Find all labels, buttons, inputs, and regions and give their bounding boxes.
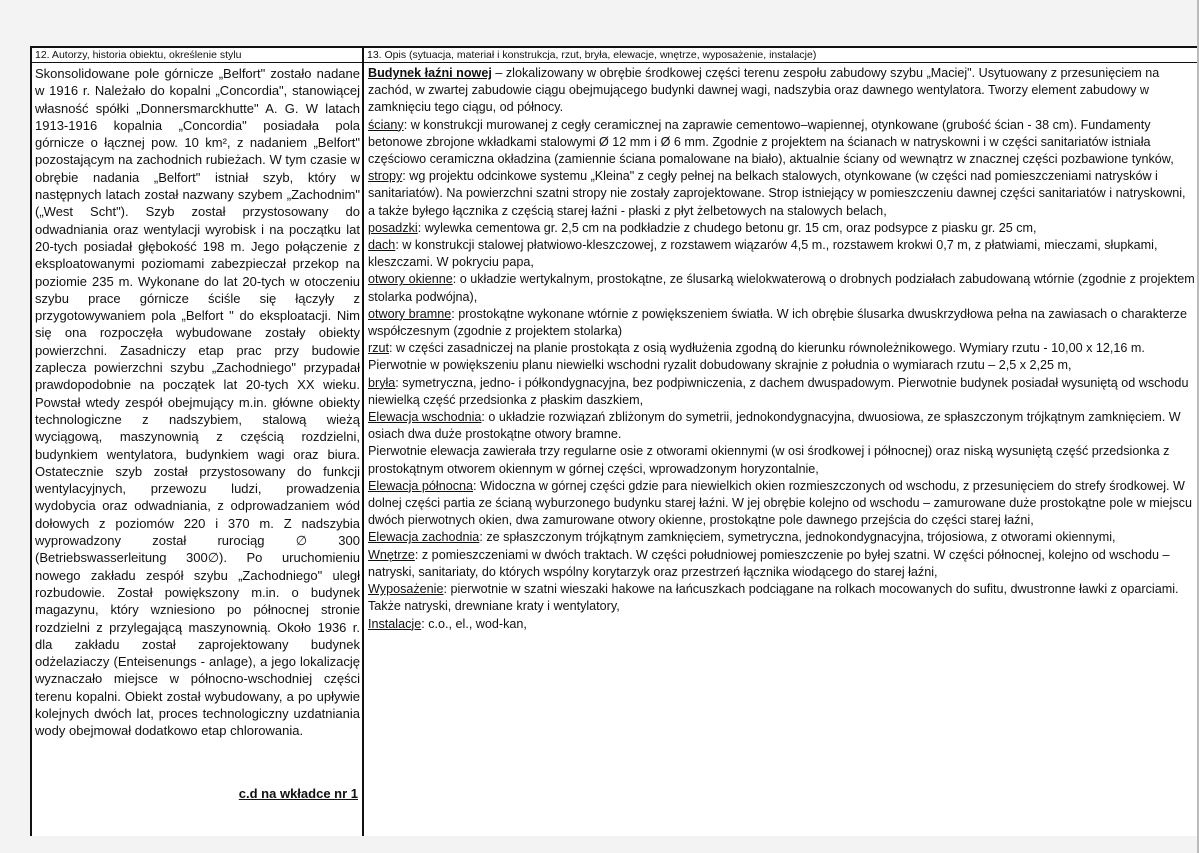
paragraph-windows <box>368 271 1196 305</box>
paragraph-text: : pierwotnie w szatni wieszaki hakowe na łańcuszkach podciągane na rolkach mocowanych do sufitu, dwustronne ławki z oparciami. Także natryski, drewniane kraty i wentylatory, <box>368 582 1179 614</box>
paragraph-text: : prostokątne wykonane wtórnie z powiększeniem światła. W ich obrębie ślusarka dwuskrzydłowa pełna na zawiasach o charakterze współczesnym (zgodnie z projektem stolarka) <box>368 306 1187 339</box>
paragraph-text: : w części zasadniczej na planie prostokąta z osią wydłużenia zgodną do kierunku równoleżnikowego. Wymiary rzutu - 10,00 x 12,16 m. Pierwotnie w powiększeniu planu niewielki wschodni ryzalit dobudowany skrajnie z południa o wymiarach rzutu – 2,5 x 2,25 m, <box>368 341 1145 373</box>
paragraph-label: ściany <box>368 117 404 132</box>
continuation-note: c.d na wkładce nr 1 <box>238 786 358 801</box>
paragraph-ceilings <box>368 168 1196 220</box>
paragraph-plan <box>368 340 1196 374</box>
history-column <box>32 48 364 836</box>
paragraph-label: rzut <box>368 341 389 356</box>
paragraph-west-elevation <box>368 529 1196 546</box>
paragraph-interior <box>368 547 1196 581</box>
paragraph-label: otwory okienne <box>368 272 453 287</box>
paragraph-equipment <box>368 581 1196 615</box>
paragraph-label: dach <box>368 238 396 253</box>
document-page <box>30 46 1198 836</box>
paragraph-label: otwory bramne <box>368 306 452 321</box>
paragraph-original-elevation <box>368 443 1196 477</box>
paragraph-installations <box>368 616 1196 633</box>
paragraph-label: Wnętrze <box>368 547 415 562</box>
paragraph-label: Budynek łaźni nowej <box>368 66 492 80</box>
paragraph-text: : o układzie wertykalnym, prostokątne, ze ślusarką wielokwaterową o drobnych podziałach zabudowaną wtórnie (zgodnie z projektem stolarka podwójna), <box>368 272 1195 304</box>
paragraph-text: Pierwotnie elewacja zawierała trzy regularne osie z otworami okiennymi (w osi środkowej i północnej) oraz niską wysuniętą część przedsionka z prostokątnym otworem okiennym w górnej części, wprowadzonym horyzontalnie, <box>368 444 1170 476</box>
paragraph-text: : Widoczna w górnej części gdzie para niewielkich okien rozmieszczonych od wschodu, z przesunięciem do strefy środkowej. W dolnej części partia ze ścianą wyburzonego budynku starej łaźni. W jej obrębie kolejno od wschodu – zamurowane duże prostokątne pole w miejscu dwóch pierwotnych okien, dwa zamurowane otwory okienne, prostokątne pole dawnego przejścia do części starej łaźni, <box>368 478 1192 528</box>
paragraph-walls <box>368 117 1196 169</box>
description-text <box>364 63 1199 633</box>
paragraph-text: – zlokalizowany w obrębie środkowej części terenu zespołu zabudowy szybu „Maciej". Usytuowany z przesunięciem na zachód, w zwartej zabudowie ciągu obejmującego budynki dawnej wagi, nadszybia oraz dawnego wentylatora. Tworzy element zabudowy w zamknięciu tego ciągu, od północy. <box>368 66 1160 115</box>
paragraph-label: posadzki <box>368 220 418 235</box>
paragraph-roof <box>368 237 1196 271</box>
paragraph-text: : ze spłaszczonym trójkątnym zamknięciem, symetryczna, jednokondygnacyjna, trójosiowa, z otworami okiennymi, <box>479 530 1116 545</box>
paragraph-text: : z pomieszczeniami w dwóch traktach. W części południowej pomieszczenie po byłej szatni. W części północnej, kolejno od wschodu – natryski, sanitariaty, do których wspólny korytarzyk oraz przestrzeń łącznika wiodącego do starej łaźni, <box>368 547 1170 579</box>
paragraph-building <box>368 65 1196 117</box>
paragraph-text: : wg projektu odcinkowe systemu „Kleina" z cegły pełnej na belkach stalowych, otynkowane (w części nad pomieszczeniami natrysków i sanitariatów). Na powierzchni szatni stropy nie zostały zaprojektowane. Strop istniejący w pomieszczeniu dawnej części sanitariatów i natryskowni, a także byłego łącznika z częścią starej łaźni - płaski z płyt żelbetowych na stalowych belach, <box>368 169 1186 218</box>
paragraph-label: Elewacja zachodnia <box>368 530 480 545</box>
paragraph-label: Wyposażenie <box>368 582 444 597</box>
description-column <box>364 48 1199 836</box>
paragraph-label: bryła <box>368 375 396 390</box>
paragraph-massing <box>368 375 1196 409</box>
paragraph-text: : w konstrukcji murowanej z cegły ceramicznej na zaprawie cementowo–wapiennej, otynkowane (grubość ścian - 38 cm). Fundamenty betonowe zbrojone wkładkami stalowymi Ø 12 mm i Ø 6 mm. Zgodnie z projektem na ścianach w natryskowni i w części sanitariatów istniała częściowo ceramiczna okładzina (zamiennie ściana pomalowane na biało), aktualnie ściany od wewnątrz w znacznej części pozbawione tynków, <box>368 117 1174 167</box>
paragraph-label: Instalacje <box>368 616 422 631</box>
paragraph-label: stropy <box>368 169 403 184</box>
paragraph-label: Elewacja wschodnia <box>368 410 482 425</box>
paragraph-text: : c.o., el., wod-kan, <box>421 616 527 631</box>
paragraph-text: : symetryczna, jedno- i półkondygnacyjna, bez podpiwniczenia, z dachem dwuspadowym. Pierwotnie budynek posiadał wysuniętą od wschodu niewielką część przedsionka z płaskim daszkiem, <box>368 375 1189 407</box>
paragraph-floors <box>368 220 1196 237</box>
paragraph-north-elevation <box>368 478 1196 530</box>
paragraph-text: : w konstrukcji stalowej płatwiowo-kleszczowej, z rozstawem wiązarów 4,5 m., rozstawem krokwi 0,7 m, z płatwiami, mieczami, słupkami, kleszczami. W pokryciu papa, <box>368 238 1158 270</box>
paragraph-label: Elewacja północna <box>368 478 474 493</box>
paragraph-east-elevation <box>368 409 1196 443</box>
history-text: Skonsolidowane pole górnicze „Belfort" zostało nadane w 1916 r. Należało do kopalni „Concordia", stanowiącej własność spółki „Donnersmarckhutte" A. G. W latach 1913-1916 kopalnia „Concordia" posiadała pola górnicze o łącznej pow. 10 km², z nadaniem „Belfort" pozostającym na zachodnich rubieżach. W tym czasie w obrębie nadania „Belfort" istniał szyb, który w następnych latach został nazwany szybem „Zachodnim" („West Scht"). Szyb został przystosowany do odwadniania oraz wentylacji wyrobisk i na początku lat 20-tych posiadał głębokość 198 m. Jego połączenie z eksploatowanymi poziomami zabezpieczał przekop na poziomie 235 m. Wykonane do lat 20-tych w otoczeniu szybu prace górnicze ściśle się łączyły z przygotowywaniem pola „Belfort " do eksploatacji. Nim się ona rozpoczęła wybudowane zostały obiekty powierzchni. Zasadniczy etap prac przy budowie zaplecza powierzchni szybu „Zachodniego" przypadał prawdopodobnie na początek lat 20-tych XX wieku. Powstał wtedy zespół obejmujący m.in. główne obiekty technologiczne z nadszybiem, stalową wieżą wyciągową, maszynownią z częścią rozdzielni, budynkiem wentylatora, budynkiem wagi oraz biura. Ostatecznie szyb został przystosowany do funkcji wentylacyjnych, przewozu ludzi, prowadzenia wydobycia oraz odwadniania, z odprowadzaniem wód dołowych z poziomów 220 i 370 m. Z nadszybia wyprowadzony został rurociąg ∅ 300 (Betriebswasserleitung 300∅). Po uruchomieniu nowego zakładu zespół szybu „Zachodniego" uległ rozbudowie. Został powiększony m.in. o budynek magazynu, który wzniesiono po północnej stronie rozdzielni z przylegającą maszynownią. Około 1936 r. dla zakładu został zaprojektowany budynek odżelaziaczy (Enteisenungs - anlage), a jego lokalizację wyznaczało miejsce w północno-wschodniej części terenu kopalni. Obiekt został wybudowany, a po upływie kolejnych dwóch lat, proces technologiczny uzdatniania wody obejmował dodatkowo etap chlorowania. <box>35 66 360 739</box>
history-header: 12. Autorzy, historia obiektu, określenie stylu <box>32 48 362 63</box>
description-header: 13. Opis (sytuacja, materiał i konstrukcja, rzut, bryła, elewacje, wnętrze, wyposażenie, instalacje) <box>364 48 1199 63</box>
paragraph-gates <box>368 306 1196 340</box>
paragraph-text: : o układzie rozwiązań zbliżonym do symetrii, jednokondygnacyjna, dwuosiowa, ze spłaszczonym trójkątnym zamknięciem. W osiach dwa duże prostokątne otwory bramne. <box>368 410 1181 442</box>
paragraph-text: : wylewka cementowa gr. 2,5 cm na podkładzie z chudego betonu gr. 15 cm, oraz podsypce z piasku gr. 25 cm, <box>417 220 1037 235</box>
